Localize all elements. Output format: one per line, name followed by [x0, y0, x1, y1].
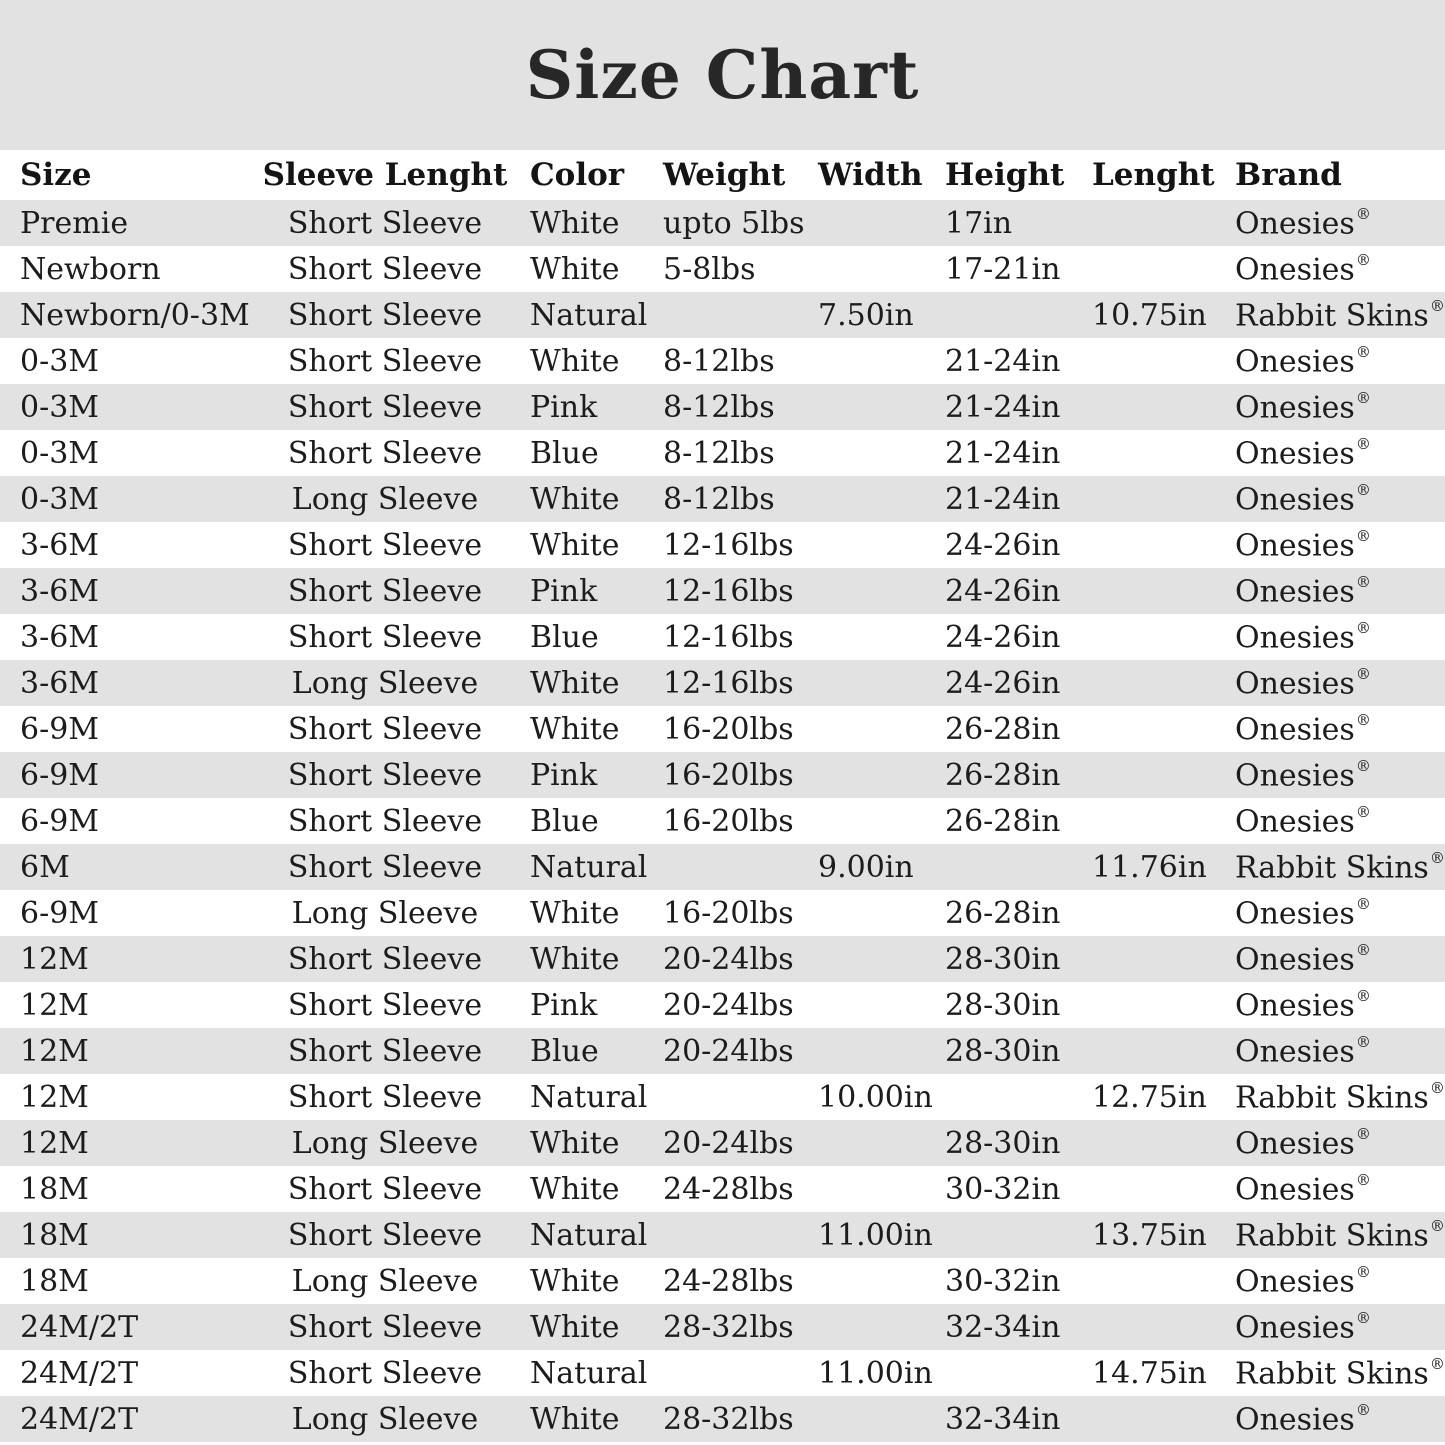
- cell-height: 28-30in: [945, 1033, 1061, 1069]
- cell-weight: 20-24lbs: [663, 941, 794, 977]
- cell-color: White: [530, 205, 620, 241]
- table-row: [0, 200, 1445, 246]
- cell-sleeve-length: Short Sleeve: [287, 1309, 483, 1345]
- cell-color: White: [530, 1263, 620, 1299]
- cell-weight: 24-28lbs: [663, 1171, 794, 1207]
- cell-weight: 16-20lbs: [663, 895, 794, 931]
- table-row: [0, 246, 1445, 292]
- registered-trademark-symbol: ®: [1355, 480, 1371, 499]
- cell-width: [804, 614, 931, 660]
- registered-trademark-symbol: ®: [1355, 388, 1371, 407]
- cell-length: [1078, 752, 1221, 798]
- header-row: [0, 150, 1445, 200]
- cell-brand: Onesies®: [1235, 204, 1371, 242]
- cell-brand: Onesies®: [1235, 618, 1371, 656]
- cell-sleeve-length: Short Sleeve: [287, 987, 483, 1023]
- table-row: [0, 338, 1445, 384]
- cell-width: [804, 752, 931, 798]
- table-row: [0, 752, 1445, 798]
- cell-height: [931, 1212, 1078, 1258]
- cell-brand: Rabbit Skins®: [1235, 1078, 1445, 1116]
- cell-color: White: [530, 1401, 620, 1437]
- cell-brand: Onesies®: [1235, 526, 1371, 564]
- table-row: [0, 1074, 1445, 1120]
- page-title: Size Chart: [525, 36, 920, 114]
- cell-brand: Onesies®: [1235, 1124, 1371, 1162]
- cell-color: White: [530, 527, 620, 563]
- cell-size: 18M: [20, 1171, 89, 1207]
- cell-size: 18M: [20, 1217, 89, 1253]
- column-header-sleeve-length: Sleeve Lenght: [262, 157, 508, 193]
- cell-weight: 28-32lbs: [663, 1309, 794, 1345]
- cell-width: [804, 1166, 931, 1212]
- cell-sleeve-length: Short Sleeve: [287, 1217, 483, 1253]
- cell-length: [1078, 706, 1221, 752]
- cell-length: [1078, 614, 1221, 660]
- cell-sleeve-length: Short Sleeve: [287, 1079, 483, 1115]
- cell-length: [1078, 660, 1221, 706]
- cell-height: [931, 292, 1078, 338]
- cell-sleeve-length: Short Sleeve: [287, 251, 483, 287]
- cell-sleeve-length: Short Sleeve: [287, 1033, 483, 1069]
- cell-width: [804, 660, 931, 706]
- cell-color: Pink: [530, 757, 598, 793]
- cell-brand: Onesies®: [1235, 940, 1371, 978]
- table-row: [0, 430, 1445, 476]
- table-row: [0, 982, 1445, 1028]
- cell-color: Blue: [530, 435, 599, 471]
- cell-height: 30-32in: [945, 1263, 1061, 1299]
- table-header: [0, 150, 1445, 200]
- cell-color: White: [530, 1171, 620, 1207]
- cell-length: 12.75in: [1092, 1079, 1207, 1115]
- cell-weight: 20-24lbs: [663, 987, 794, 1023]
- cell-weight: 8-12lbs: [663, 481, 775, 517]
- table-row: [0, 614, 1445, 660]
- cell-weight: 28-32lbs: [663, 1401, 794, 1437]
- cell-length: [1078, 338, 1221, 384]
- registered-trademark-symbol: ®: [1355, 572, 1371, 591]
- cell-length: [1078, 1120, 1221, 1166]
- cell-size: 12M: [20, 1033, 89, 1069]
- cell-height: 21-24in: [945, 343, 1061, 379]
- cell-brand: Onesies®: [1235, 342, 1371, 380]
- cell-sleeve-length: Short Sleeve: [287, 711, 483, 747]
- cell-weight: 24-28lbs: [663, 1263, 794, 1299]
- cell-size: 6-9M: [20, 757, 100, 793]
- cell-size: 24M/2T: [20, 1355, 139, 1391]
- cell-weight: [649, 1074, 804, 1120]
- cell-width: [804, 1258, 931, 1304]
- cell-sleeve-length: Long Sleeve: [291, 665, 479, 701]
- cell-brand: Onesies®: [1235, 664, 1371, 702]
- registered-trademark-symbol: ®: [1355, 664, 1371, 683]
- cell-weight: 8-12lbs: [663, 435, 775, 471]
- cell-size: 6M: [20, 849, 70, 885]
- cell-color: Natural: [530, 1079, 648, 1115]
- cell-size: 3-6M: [20, 573, 100, 609]
- registered-trademark-symbol: ®: [1355, 526, 1371, 545]
- cell-size: 18M: [20, 1263, 89, 1299]
- cell-sleeve-length: Short Sleeve: [287, 297, 483, 333]
- cell-brand: Onesies®: [1235, 250, 1371, 288]
- cell-weight: 5-8lbs: [663, 251, 756, 287]
- cell-sleeve-length: Short Sleeve: [287, 527, 483, 563]
- cell-size: 3-6M: [20, 527, 100, 563]
- cell-size: 0-3M: [20, 435, 100, 471]
- table-row: [0, 568, 1445, 614]
- cell-length: [1078, 476, 1221, 522]
- registered-trademark-symbol: ®: [1355, 618, 1371, 637]
- cell-width: 7.50in: [818, 297, 914, 333]
- cell-sleeve-length: Short Sleeve: [287, 849, 483, 885]
- column-header-width: Width: [818, 157, 923, 193]
- cell-size: 0-3M: [20, 343, 100, 379]
- cell-color: Pink: [530, 389, 598, 425]
- cell-length: [1078, 430, 1221, 476]
- table-row: [0, 936, 1445, 982]
- registered-trademark-symbol: ®: [1355, 1262, 1371, 1281]
- registered-trademark-symbol: ®: [1355, 756, 1371, 775]
- cell-color: White: [530, 895, 620, 931]
- cell-width: [804, 384, 931, 430]
- cell-brand: Onesies®: [1235, 802, 1371, 840]
- cell-height: 21-24in: [945, 389, 1061, 425]
- cell-height: [931, 1074, 1078, 1120]
- registered-trademark-symbol: ®: [1355, 1308, 1371, 1327]
- cell-brand: Rabbit Skins®: [1235, 1354, 1445, 1392]
- cell-height: 32-34in: [945, 1309, 1061, 1345]
- cell-brand: Onesies®: [1235, 756, 1371, 794]
- cell-length: [1078, 1304, 1221, 1350]
- cell-length: [1078, 1396, 1221, 1442]
- cell-weight: 8-12lbs: [663, 389, 775, 425]
- cell-color: White: [530, 711, 620, 747]
- cell-width: [804, 200, 931, 246]
- cell-size: 6-9M: [20, 711, 100, 747]
- cell-width: 9.00in: [818, 849, 914, 885]
- registered-trademark-symbol: ®: [1355, 802, 1371, 821]
- cell-height: 28-30in: [945, 987, 1061, 1023]
- cell-length: [1078, 200, 1221, 246]
- cell-width: 11.00in: [818, 1355, 933, 1391]
- cell-size: 0-3M: [20, 389, 100, 425]
- cell-length: [1078, 384, 1221, 430]
- cell-length: [1078, 1258, 1221, 1304]
- cell-width: 11.00in: [818, 1217, 933, 1253]
- cell-brand: Onesies®: [1235, 1262, 1371, 1300]
- cell-sleeve-length: Long Sleeve: [291, 895, 479, 931]
- cell-weight: 12-16lbs: [663, 665, 794, 701]
- registered-trademark-symbol: ®: [1429, 1216, 1445, 1235]
- cell-color: Pink: [530, 987, 598, 1023]
- title-banner: [0, 0, 1445, 150]
- table-row: [0, 1258, 1445, 1304]
- cell-brand: Rabbit Skins®: [1235, 296, 1445, 334]
- table-row: [0, 384, 1445, 430]
- cell-height: 17in: [945, 205, 1013, 241]
- cell-sleeve-length: Short Sleeve: [287, 1171, 483, 1207]
- registered-trademark-symbol: ®: [1355, 986, 1371, 1005]
- table-row: [0, 798, 1445, 844]
- cell-sleeve-length: Short Sleeve: [287, 573, 483, 609]
- cell-height: 28-30in: [945, 941, 1061, 977]
- cell-width: [804, 936, 931, 982]
- column-header-brand: Brand: [1235, 157, 1342, 193]
- cell-width: [804, 1028, 931, 1074]
- table-row: [0, 476, 1445, 522]
- cell-weight: 20-24lbs: [663, 1033, 794, 1069]
- cell-height: 24-26in: [945, 665, 1061, 701]
- cell-size: 12M: [20, 1079, 89, 1115]
- cell-weight: 16-20lbs: [663, 757, 794, 793]
- cell-brand: Onesies®: [1235, 986, 1371, 1024]
- cell-length: [1078, 798, 1221, 844]
- table-row: [0, 1166, 1445, 1212]
- cell-size: 0-3M: [20, 481, 100, 517]
- cell-brand: Onesies®: [1235, 1170, 1371, 1208]
- cell-weight: [649, 1350, 804, 1396]
- table-row: [0, 660, 1445, 706]
- cell-color: Natural: [530, 1217, 648, 1253]
- registered-trademark-symbol: ®: [1355, 1032, 1371, 1051]
- registered-trademark-symbol: ®: [1429, 296, 1445, 315]
- cell-brand: Rabbit Skins®: [1235, 848, 1445, 886]
- table-row: [0, 522, 1445, 568]
- cell-weight: 8-12lbs: [663, 343, 775, 379]
- registered-trademark-symbol: ®: [1355, 940, 1371, 959]
- cell-brand: Onesies®: [1235, 434, 1371, 472]
- cell-height: 21-24in: [945, 481, 1061, 517]
- cell-color: White: [530, 343, 620, 379]
- cell-length: [1078, 982, 1221, 1028]
- table-row: [0, 1304, 1445, 1350]
- cell-width: [804, 1120, 931, 1166]
- cell-color: Blue: [530, 803, 599, 839]
- cell-width: 10.00in: [818, 1079, 933, 1115]
- cell-brand: Onesies®: [1235, 1308, 1371, 1346]
- cell-length: 11.76in: [1092, 849, 1207, 885]
- cell-height: 17-21in: [945, 251, 1061, 287]
- cell-color: White: [530, 665, 620, 701]
- cell-width: [804, 430, 931, 476]
- table-row: [0, 706, 1445, 752]
- cell-length: [1078, 522, 1221, 568]
- cell-length: 10.75in: [1092, 297, 1207, 333]
- cell-size: Newborn: [20, 251, 161, 287]
- table-row: [0, 292, 1445, 338]
- cell-color: White: [530, 1309, 620, 1345]
- cell-weight: 20-24lbs: [663, 1125, 794, 1161]
- cell-length: [1078, 890, 1221, 936]
- cell-size: 12M: [20, 1125, 89, 1161]
- cell-brand: Onesies®: [1235, 388, 1371, 426]
- cell-length: [1078, 246, 1221, 292]
- cell-width: [804, 706, 931, 752]
- cell-sleeve-length: Short Sleeve: [287, 619, 483, 655]
- cell-length: [1078, 1028, 1221, 1074]
- cell-sleeve-length: Long Sleeve: [291, 1263, 479, 1299]
- cell-width: [804, 476, 931, 522]
- cell-color: White: [530, 1125, 620, 1161]
- cell-size: 12M: [20, 987, 89, 1023]
- cell-brand: Rabbit Skins®: [1235, 1216, 1445, 1254]
- cell-weight: [649, 292, 804, 338]
- table-row: [0, 1028, 1445, 1074]
- cell-width: [804, 890, 931, 936]
- cell-color: Blue: [530, 619, 599, 655]
- cell-weight: 16-20lbs: [663, 803, 794, 839]
- table-row: [0, 890, 1445, 936]
- cell-width: [804, 1304, 931, 1350]
- column-header-height: Height: [945, 157, 1065, 193]
- cell-height: 26-28in: [945, 895, 1061, 931]
- cell-sleeve-length: Long Sleeve: [291, 1401, 479, 1437]
- cell-length: [1078, 936, 1221, 982]
- cell-color: White: [530, 941, 620, 977]
- column-header-weight: Weight: [663, 157, 786, 193]
- cell-length: [1078, 1166, 1221, 1212]
- cell-weight: upto 5lbs: [663, 205, 805, 241]
- registered-trademark-symbol: ®: [1355, 204, 1371, 223]
- cell-size: 3-6M: [20, 619, 100, 655]
- cell-length: 13.75in: [1092, 1217, 1207, 1253]
- cell-size: 6-9M: [20, 803, 100, 839]
- cell-weight: 12-16lbs: [663, 527, 794, 563]
- cell-sleeve-length: Short Sleeve: [287, 389, 483, 425]
- cell-size: Premie: [20, 205, 129, 241]
- cell-brand: Onesies®: [1235, 480, 1371, 518]
- cell-width: [804, 246, 931, 292]
- cell-height: 24-26in: [945, 573, 1061, 609]
- cell-height: 21-24in: [945, 435, 1061, 471]
- cell-sleeve-length: Short Sleeve: [287, 1355, 483, 1391]
- cell-color: Natural: [530, 849, 648, 885]
- registered-trademark-symbol: ®: [1429, 1354, 1445, 1373]
- cell-weight: 12-16lbs: [663, 619, 794, 655]
- cell-size: 12M: [20, 941, 89, 977]
- cell-sleeve-length: Short Sleeve: [287, 803, 483, 839]
- cell-brand: Onesies®: [1235, 1032, 1371, 1070]
- cell-height: 24-26in: [945, 619, 1061, 655]
- cell-weight: [649, 1212, 804, 1258]
- table-row: [0, 1396, 1445, 1442]
- cell-size: 24M/2T: [20, 1309, 139, 1345]
- column-header-color: Color: [530, 157, 625, 193]
- cell-size: 24M/2T: [20, 1401, 139, 1437]
- cell-size: 6-9M: [20, 895, 100, 931]
- column-header-size: Size: [20, 157, 92, 193]
- registered-trademark-symbol: ®: [1355, 1170, 1371, 1189]
- cell-width: [804, 982, 931, 1028]
- cell-weight: 16-20lbs: [663, 711, 794, 747]
- table-row: [0, 1350, 1445, 1396]
- cell-color: Natural: [530, 297, 648, 333]
- cell-brand: Onesies®: [1235, 894, 1371, 932]
- table-row: [0, 1212, 1445, 1258]
- cell-sleeve-length: Short Sleeve: [287, 205, 483, 241]
- cell-size: 3-6M: [20, 665, 100, 701]
- registered-trademark-symbol: ®: [1355, 894, 1371, 913]
- registered-trademark-symbol: ®: [1355, 1400, 1371, 1419]
- cell-length: [1078, 568, 1221, 614]
- cell-color: White: [530, 251, 620, 287]
- cell-height: 26-28in: [945, 803, 1061, 839]
- size-chart-table: [0, 150, 1445, 1442]
- cell-height: 28-30in: [945, 1125, 1061, 1161]
- cell-size: Newborn/0-3M: [20, 297, 250, 333]
- cell-sleeve-length: Short Sleeve: [287, 435, 483, 471]
- table-row: [0, 1120, 1445, 1166]
- cell-length: 14.75in: [1092, 1355, 1207, 1391]
- cell-sleeve-length: Short Sleeve: [287, 757, 483, 793]
- table-row: [0, 844, 1445, 890]
- cell-sleeve-length: Short Sleeve: [287, 941, 483, 977]
- registered-trademark-symbol: ®: [1429, 1078, 1445, 1097]
- registered-trademark-symbol: ®: [1355, 1124, 1371, 1143]
- registered-trademark-symbol: ®: [1355, 250, 1371, 269]
- cell-color: Pink: [530, 573, 598, 609]
- cell-color: Natural: [530, 1355, 648, 1391]
- cell-color: White: [530, 481, 620, 517]
- cell-height: 30-32in: [945, 1171, 1061, 1207]
- registered-trademark-symbol: ®: [1355, 434, 1371, 453]
- cell-sleeve-length: Long Sleeve: [291, 481, 479, 517]
- cell-sleeve-length: Short Sleeve: [287, 343, 483, 379]
- cell-height: 26-28in: [945, 711, 1061, 747]
- cell-brand: Onesies®: [1235, 710, 1371, 748]
- registered-trademark-symbol: ®: [1355, 342, 1371, 361]
- cell-width: [804, 568, 931, 614]
- cell-color: Blue: [530, 1033, 599, 1069]
- cell-height: [931, 844, 1078, 890]
- cell-height: [931, 1350, 1078, 1396]
- cell-width: [804, 522, 931, 568]
- column-header-length: Lenght: [1092, 157, 1215, 193]
- cell-weight: [649, 844, 804, 890]
- cell-brand: Onesies®: [1235, 572, 1371, 610]
- cell-height: 32-34in: [945, 1401, 1061, 1437]
- cell-weight: 12-16lbs: [663, 573, 794, 609]
- cell-width: [804, 338, 931, 384]
- registered-trademark-symbol: ®: [1429, 848, 1445, 867]
- table-body: [0, 200, 1445, 1442]
- cell-width: [804, 798, 931, 844]
- cell-height: 26-28in: [945, 757, 1061, 793]
- registered-trademark-symbol: ®: [1355, 710, 1371, 729]
- cell-width: [804, 1396, 931, 1442]
- cell-sleeve-length: Long Sleeve: [291, 1125, 479, 1161]
- cell-brand: Onesies®: [1235, 1400, 1371, 1438]
- cell-height: 24-26in: [945, 527, 1061, 563]
